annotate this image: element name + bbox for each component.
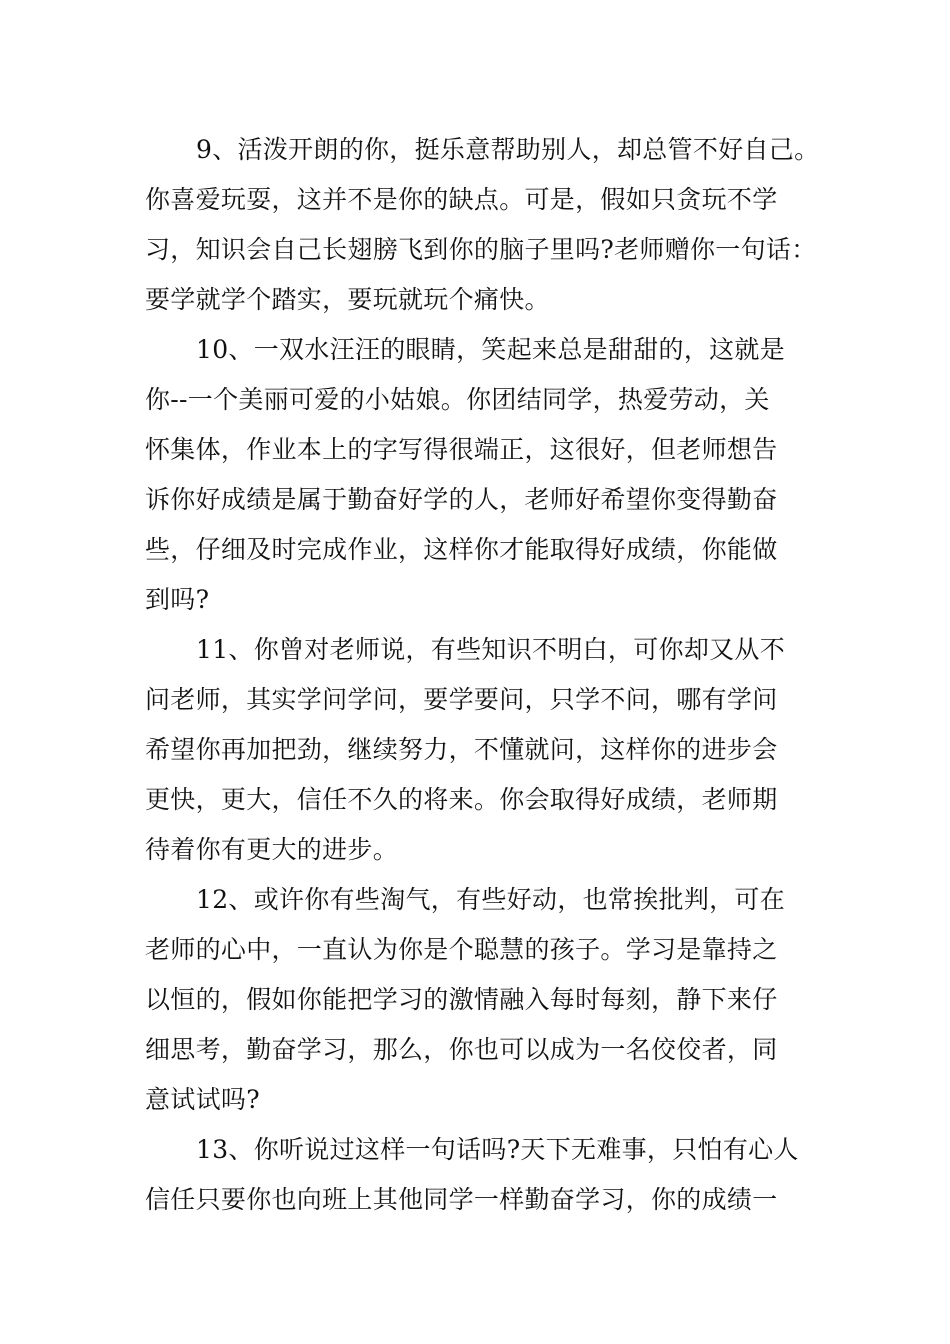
text-line: 10、一双水汪汪的眼睛，笑起来总是甜甜的，这就是 [196, 335, 786, 364]
text-line: 待着你有更大的进步。 [145, 835, 399, 864]
text-line: 细思考，勤奋学习，那么，你也可以成为一名佼佼者，同 [145, 1035, 778, 1064]
text-line: 老师的心中，一直认为你是个聪慧的孩子。学习是靠持之 [145, 935, 778, 964]
text-line: 习，知识会自己长翅膀飞到你的脑子里吗?老师赠你一句话： [145, 235, 817, 264]
text-line: 怀集体，作业本上的字写得很端正，这很好，但老师想告 [145, 435, 778, 464]
text-line: 12、或许你有些淘气，有些好动，也常挨批判，可在 [196, 885, 786, 914]
text-line: 希望你再加把劲，继续努力，不懂就问，这样你的进步会 [145, 735, 778, 764]
text-line: 意试试吗? [145, 1085, 260, 1114]
text-line: 信任只要你也向班上其他同学一样勤奋学习，你的成绩一 [145, 1185, 778, 1214]
text-line: 诉你好成绩是属于勤奋好学的人，老师好希望你变得勤奋 [145, 485, 778, 514]
text-line: 你喜爱玩耍，这并不是你的缺点。可是，假如只贪玩不学 [145, 185, 778, 214]
text-line: 以恒的，假如你能把学习的激情融入每时每刻，静下来仔 [145, 985, 778, 1014]
text-line: 13、你听说过这样一句话吗?天下无难事，只怕有心人 [196, 1135, 799, 1164]
text-line: 到吗? [145, 585, 210, 614]
text-line: 要学就学个踏实，要玩就玩个痛快。 [145, 285, 550, 314]
text-line: 11、你曾对老师说，有些知识不明白，可你却又从不 [196, 635, 786, 664]
text-line: 问老师，其实学问学问，要学要问，只学不问，哪有学问 [145, 685, 778, 714]
text-line: 你--一个美丽可爱的小姑娘。你团结同学，热爱劳动，关 [145, 385, 770, 414]
text-line: 些，仔细及时完成作业，这样你才能取得好成绩，你能做 [145, 535, 778, 564]
text-line: 更快，更大，信任不久的将来。你会取得好成绩，老师期 [145, 785, 778, 814]
text-line: 9、活泼开朗的你，挺乐意帮助别人，却总管不好自己。 [196, 135, 820, 164]
